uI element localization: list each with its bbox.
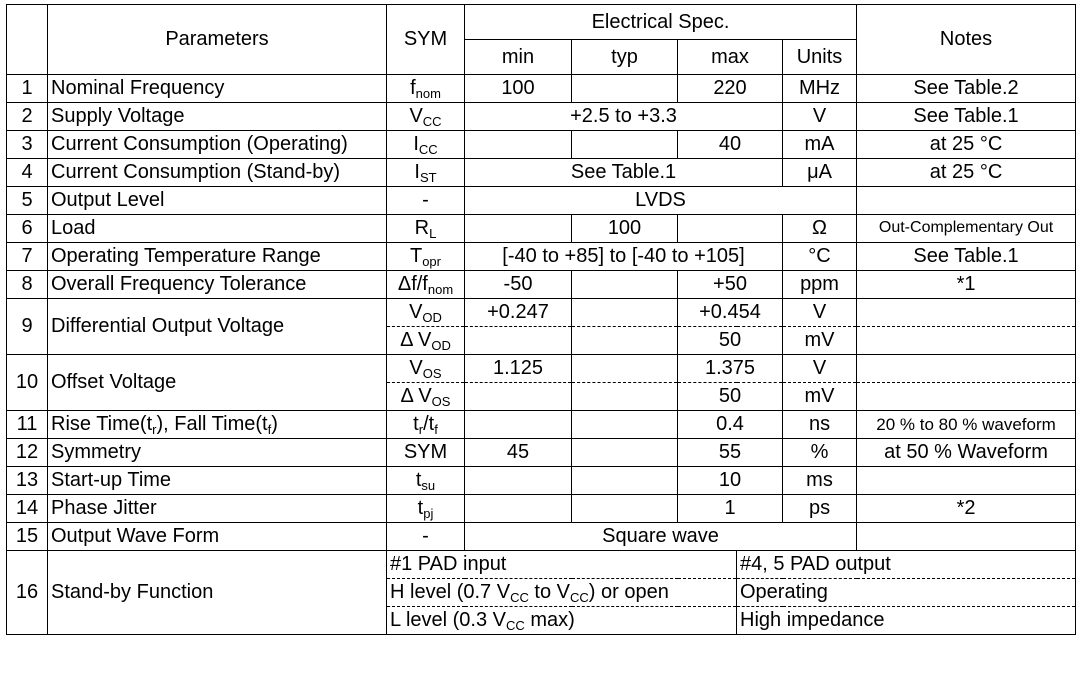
header-no — [7, 5, 48, 75]
symbol: $t_{pj}$ — [387, 495, 465, 523]
row-number: 1 — [7, 75, 48, 103]
min-value: +0.247 — [465, 299, 572, 327]
header-row-1 — [7, 5, 1076, 40]
row-number: 12 — [7, 439, 48, 467]
notes — [857, 327, 1076, 355]
standby-low-level-input: L level (0.3 $V_{CC}$ max) — [387, 607, 737, 635]
parameter-name: Rise $Time(t_r)$, Fall $Time(t_f)$ — [48, 411, 387, 439]
units: mV — [783, 383, 857, 411]
row-number: 14 — [7, 495, 48, 523]
table-row — [7, 523, 1076, 551]
min-value: 100 — [465, 75, 572, 103]
standby-high-level-input: H level (0.7 $V_{CC}$ to $V_{CC}$) or open — [387, 579, 737, 607]
symbol: $R_L$ — [387, 215, 465, 243]
min-value — [465, 383, 572, 411]
standby-low-level-output: High impedance — [737, 607, 1076, 635]
typ-value — [572, 383, 678, 411]
symbol: Δ $V_{OD}$ — [387, 327, 465, 355]
max-value: 50 — [678, 327, 783, 355]
header-units: Units — [783, 40, 857, 75]
typ-value — [572, 299, 678, 327]
table-row — [7, 467, 1076, 495]
notes — [857, 187, 1076, 215]
row-number: 9 — [7, 299, 48, 355]
min-value: 45 — [465, 439, 572, 467]
notes — [857, 383, 1076, 411]
units: % — [783, 439, 857, 467]
spec-table — [6, 4, 1076, 635]
symbol: $f_{nom}$ — [387, 75, 465, 103]
symbol: SYM — [387, 439, 465, 467]
parameter-name: Overall Frequency Tolerance — [48, 271, 387, 299]
parameter-name: Phase Jitter — [48, 495, 387, 523]
header-sym: SYM — [387, 5, 465, 75]
min-value — [465, 411, 572, 439]
parameter-name: Symmetry — [48, 439, 387, 467]
units: ppm — [783, 271, 857, 299]
table-row — [7, 551, 1076, 579]
row-number: 10 — [7, 355, 48, 411]
row-number: 15 — [7, 523, 48, 551]
typ-value — [572, 495, 678, 523]
min-value — [465, 495, 572, 523]
notes — [857, 355, 1076, 383]
typ-value — [572, 327, 678, 355]
min-value — [465, 131, 572, 159]
table-row — [7, 355, 1076, 383]
typ-value — [572, 411, 678, 439]
parameter-name: Nominal Frequency — [48, 75, 387, 103]
standby-high-level-output: Operating — [737, 579, 1076, 607]
units: V — [783, 299, 857, 327]
spec-span-value: See Table.1 — [465, 159, 783, 187]
min-value: -50 — [465, 271, 572, 299]
symbol: Δ $V_{OS}$ — [387, 383, 465, 411]
symbol: $\Delta f/f_{nom}$ — [387, 271, 465, 299]
typ-value — [572, 467, 678, 495]
max-value: 10 — [678, 467, 783, 495]
notes — [857, 299, 1076, 327]
header-electrical-spec: Electrical Spec. — [465, 5, 857, 40]
units: mA — [783, 131, 857, 159]
max-value — [678, 215, 783, 243]
symbol: $I_{ST}$ — [387, 159, 465, 187]
units: ps — [783, 495, 857, 523]
table-row — [7, 215, 1076, 243]
notes: *2 — [857, 495, 1076, 523]
table-row — [7, 495, 1076, 523]
typ-value — [572, 75, 678, 103]
units: V — [783, 355, 857, 383]
notes: See Table.2 — [857, 75, 1076, 103]
standby-input-header: #1 PAD input — [387, 551, 737, 579]
parameter-name: Output Wave Form — [48, 523, 387, 551]
symbol: $t_r/t_f$ — [387, 411, 465, 439]
units: °C — [783, 243, 857, 271]
max-value: 220 — [678, 75, 783, 103]
units: Ω — [783, 215, 857, 243]
parameter-name: Output Level — [48, 187, 387, 215]
parameter-name: Current Consumption (Stand-by) — [48, 159, 387, 187]
min-value — [465, 327, 572, 355]
symbol: - — [387, 523, 465, 551]
max-value: +0.454 — [678, 299, 783, 327]
units: MHz — [783, 75, 857, 103]
table-row — [7, 187, 1076, 215]
header-parameters: Parameters — [48, 5, 387, 75]
notes: See Table.1 — [857, 103, 1076, 131]
notes: 20 % to 80 % waveform — [857, 411, 1076, 439]
symbol: $I_{CC}$ — [387, 131, 465, 159]
row-number: 13 — [7, 467, 48, 495]
table-row — [7, 75, 1076, 103]
notes: at 25 °C — [857, 131, 1076, 159]
parameter-name: Start-up Time — [48, 467, 387, 495]
table-row — [7, 103, 1076, 131]
row-number: 4 — [7, 159, 48, 187]
notes: See Table.1 — [857, 243, 1076, 271]
header-notes: Notes — [857, 5, 1076, 75]
parameter-name: Supply Voltage — [48, 103, 387, 131]
header-max: max — [678, 40, 783, 75]
spec-span-value: LVDS — [465, 187, 857, 215]
table-row — [7, 411, 1076, 439]
symbol: $T_{opr}$ — [387, 243, 465, 271]
row-number: 2 — [7, 103, 48, 131]
parameter-name: Load — [48, 215, 387, 243]
table-row — [7, 131, 1076, 159]
typ-value — [572, 355, 678, 383]
units: μA — [783, 159, 857, 187]
units: ns — [783, 411, 857, 439]
header-typ: typ — [572, 40, 678, 75]
typ-value — [572, 131, 678, 159]
row-number: 8 — [7, 271, 48, 299]
typ-value — [572, 271, 678, 299]
notes — [857, 467, 1076, 495]
table-row — [7, 439, 1076, 467]
notes: at 25 °C — [857, 159, 1076, 187]
max-value: 50 — [678, 383, 783, 411]
max-value: 1 — [678, 495, 783, 523]
standby-output-header: #4, 5 PAD output — [737, 551, 1076, 579]
row-number: 7 — [7, 243, 48, 271]
parameter-name: Differential Output Voltage — [48, 299, 387, 355]
header-min: min — [465, 40, 572, 75]
table-row — [7, 243, 1076, 271]
table-row — [7, 299, 1076, 327]
parameter-name: Current Consumption (Operating) — [48, 131, 387, 159]
typ-value: 100 — [572, 215, 678, 243]
symbol: $V_{CC}$ — [387, 103, 465, 131]
parameter-name: Offset Voltage — [48, 355, 387, 411]
row-number: 16 — [7, 551, 48, 635]
max-value: 1.375 — [678, 355, 783, 383]
max-value: 0.4 — [678, 411, 783, 439]
symbol: $V_{OS}$ — [387, 355, 465, 383]
notes: *1 — [857, 271, 1076, 299]
parameter-name: Operating Temperature Range — [48, 243, 387, 271]
spec-span-value: +2.5 to +3.3 — [465, 103, 783, 131]
typ-value — [572, 439, 678, 467]
row-number: 5 — [7, 187, 48, 215]
row-number: 6 — [7, 215, 48, 243]
max-value: +50 — [678, 271, 783, 299]
table-row — [7, 159, 1076, 187]
notes: Out-Complementary Out — [857, 215, 1076, 243]
symbol: $V_{OD}$ — [387, 299, 465, 327]
parameter-name: Stand-by Function — [48, 551, 387, 635]
row-number: 11 — [7, 411, 48, 439]
units: V — [783, 103, 857, 131]
notes: at 50 % Waveform — [857, 439, 1076, 467]
max-value: 55 — [678, 439, 783, 467]
units: ms — [783, 467, 857, 495]
spec-span-value: Square wave — [465, 523, 857, 551]
notes — [857, 523, 1076, 551]
spec-span-value: [-40 to +85] to [-40 to +105] — [465, 243, 783, 271]
min-value — [465, 467, 572, 495]
symbol: $t_{su}$ — [387, 467, 465, 495]
table-row — [7, 271, 1076, 299]
row-number: 3 — [7, 131, 48, 159]
min-value: 1.125 — [465, 355, 572, 383]
units: mV — [783, 327, 857, 355]
max-value: 40 — [678, 131, 783, 159]
symbol: - — [387, 187, 465, 215]
min-value — [465, 215, 572, 243]
